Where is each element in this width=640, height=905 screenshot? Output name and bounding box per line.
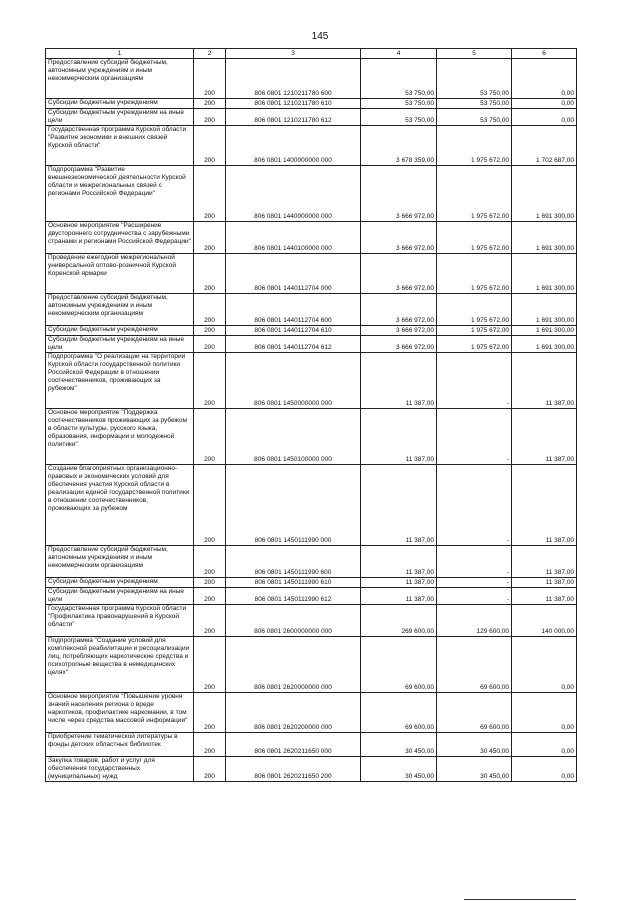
table-row <box>46 733 577 757</box>
row-code-cell: 806 0801 2620211650 000 <box>226 733 361 757</box>
row-code-cell: 806 0801 2620000000 000 <box>226 637 361 693</box>
row-amount-col5-cell: - <box>437 465 512 546</box>
header-col-3: 3 <box>226 49 361 59</box>
table-body <box>46 59 577 782</box>
row-amount-col6-cell: 0,00 <box>512 733 577 757</box>
row-amount-total-cell: 53 750,00 <box>361 109 437 126</box>
row-amount-total-cell: 69 600,00 <box>361 637 437 693</box>
row-amount-total-cell: 11 387,00 <box>361 409 437 465</box>
row-amount-col5-cell: 1 975 672,00 <box>437 294 512 326</box>
row-amount-col5-cell: - <box>437 353 512 409</box>
row-code-cell: 806 0801 1450111990 612 <box>226 588 361 605</box>
row-code-cell: 806 0801 1450111990 600 <box>226 546 361 578</box>
header-col-2: 2 <box>194 49 226 59</box>
row-amount-col5-cell: 1 975 672,00 <box>437 254 512 294</box>
row-amount-col5-cell: - <box>437 578 512 588</box>
row-name-cell: Субсидии бюджетным учреждениям <box>46 578 194 588</box>
row-amount-col6-cell: 0,00 <box>512 757 577 782</box>
header-col-5: 5 <box>437 49 512 59</box>
row-name-cell: Закупка товаров, работ и услуг для обеспечения государственных (муниципальных) нужд <box>46 757 194 782</box>
row-code-cell: 806 0801 1440000000 000 <box>226 166 361 222</box>
row-grp-cell: 200 <box>194 465 226 546</box>
row-amount-col6-cell: 0,00 <box>512 109 577 126</box>
row-code-cell: 806 0801 1450111990 610 <box>226 578 361 588</box>
row-grp-cell: 200 <box>194 693 226 733</box>
footer-rule <box>464 899 576 900</box>
row-amount-total-cell: 11 387,00 <box>361 353 437 409</box>
row-amount-col6-cell: 11 387,00 <box>512 409 577 465</box>
table-row <box>46 254 577 294</box>
table-row <box>46 588 577 605</box>
row-grp-cell: 200 <box>194 222 226 254</box>
row-amount-col5-cell: 1 975 672,00 <box>437 166 512 222</box>
row-name-cell: Проведение ежегодной межрегиональной универсальной оптово-розничной Курской Коренской ярмарки <box>46 254 194 294</box>
row-grp-cell: 200 <box>194 409 226 465</box>
row-grp-cell: 200 <box>194 294 226 326</box>
row-code-cell: 806 0801 1440112704 000 <box>226 254 361 294</box>
row-grp-cell: 200 <box>194 326 226 336</box>
table-row <box>46 109 577 126</box>
row-name-cell: Субсидии бюджетным учреждениям на иные цели <box>46 109 194 126</box>
row-amount-total-cell: 3 666 972,00 <box>361 326 437 336</box>
row-amount-col6-cell: 11 387,00 <box>512 578 577 588</box>
row-amount-total-cell: 53 750,00 <box>361 59 437 99</box>
row-amount-total-cell: 11 387,00 <box>361 546 437 578</box>
row-name-cell: Приобретение тематической литературы в фонды детских областных библиотек <box>46 733 194 757</box>
row-name-cell: Субсидии бюджетным учреждениям на иные цели <box>46 588 194 605</box>
row-grp-cell: 200 <box>194 546 226 578</box>
row-amount-col6-cell: 0,00 <box>512 693 577 733</box>
row-grp-cell: 200 <box>194 99 226 109</box>
row-amount-col6-cell: 1 691 300,00 <box>512 254 577 294</box>
row-amount-total-cell: 3 666 972,00 <box>361 166 437 222</box>
row-amount-col5-cell: - <box>437 409 512 465</box>
header-col-6: 6 <box>512 49 577 59</box>
header-col-1: 1 <box>46 49 194 59</box>
row-amount-col6-cell: 140 000,00 <box>512 605 577 637</box>
table-header-row <box>46 49 577 59</box>
row-amount-col5-cell: 1 975 672,00 <box>437 326 512 336</box>
table-row <box>46 222 577 254</box>
row-name-cell: Предоставление субсидий бюджетным, автономным учреждениям и иным некоммерческим организациям <box>46 294 194 326</box>
row-grp-cell: 200 <box>194 353 226 409</box>
row-code-cell: 806 0801 1440112704 610 <box>226 326 361 336</box>
row-grp-cell: 200 <box>194 109 226 126</box>
row-amount-total-cell: 11 387,00 <box>361 465 437 546</box>
row-amount-total-cell: 53 750,00 <box>361 99 437 109</box>
table-row <box>46 578 577 588</box>
table-row <box>46 409 577 465</box>
row-grp-cell: 200 <box>194 605 226 637</box>
row-code-cell: 806 0801 1210211780 612 <box>226 109 361 126</box>
row-amount-total-cell: 3 666 972,00 <box>361 222 437 254</box>
row-amount-col5-cell: - <box>437 588 512 605</box>
row-grp-cell: 200 <box>194 578 226 588</box>
row-amount-col6-cell: 11 387,00 <box>512 353 577 409</box>
table-row <box>46 336 577 353</box>
row-amount-total-cell: 69 600,00 <box>361 693 437 733</box>
row-amount-total-cell: 11 387,00 <box>361 578 437 588</box>
row-name-cell: Субсидии бюджетным учреждениям <box>46 326 194 336</box>
table-row <box>46 294 577 326</box>
row-name-cell: Государственная программа Курской области "Развитие экономики и внешних связей Курской области" <box>46 126 194 166</box>
row-amount-col5-cell: 53 750,00 <box>437 59 512 99</box>
row-code-cell: 806 0801 2620200000 000 <box>226 693 361 733</box>
row-code-cell: 806 0801 1210211780 600 <box>226 59 361 99</box>
row-amount-col6-cell: 1 691 300,00 <box>512 166 577 222</box>
row-amount-total-cell: 3 666 972,00 <box>361 336 437 353</box>
table-row <box>46 465 577 546</box>
row-amount-total-cell: 30 450,00 <box>361 733 437 757</box>
row-code-cell: 806 0801 1440112704 600 <box>226 294 361 326</box>
row-grp-cell: 200 <box>194 59 226 99</box>
row-amount-total-cell: 3 666 972,00 <box>361 294 437 326</box>
row-grp-cell: 200 <box>194 336 226 353</box>
row-amount-total-cell: 3 678 359,00 <box>361 126 437 166</box>
row-code-cell: 806 0801 1450100000 000 <box>226 409 361 465</box>
table-row <box>46 126 577 166</box>
row-code-cell: 806 0801 1450111990 000 <box>226 465 361 546</box>
row-grp-cell: 200 <box>194 254 226 294</box>
row-code-cell: 806 0801 1210211780 610 <box>226 99 361 109</box>
row-amount-total-cell: 3 666 972,00 <box>361 254 437 294</box>
row-amount-col5-cell: 1 975 672,00 <box>437 222 512 254</box>
header-col-4: 4 <box>361 49 437 59</box>
row-amount-col6-cell: 1 691 300,00 <box>512 336 577 353</box>
row-amount-col6-cell: 0,00 <box>512 59 577 99</box>
row-name-cell: Основное мероприятие "Повышение уровня знаний населения региона о вреде наркотиков, профилактике наркомании, в том числе через средства массовой информации" <box>46 693 194 733</box>
table-row <box>46 353 577 409</box>
row-amount-col6-cell: 11 387,00 <box>512 546 577 578</box>
row-code-cell: 806 0801 1400000000 000 <box>226 126 361 166</box>
row-amount-col5-cell: 1 975 672,00 <box>437 336 512 353</box>
row-amount-col5-cell: 30 450,00 <box>437 757 512 782</box>
row-grp-cell: 200 <box>194 588 226 605</box>
row-name-cell: Предоставление субсидий бюджетным, автономным учреждениям и иным некоммерческим организациям <box>46 59 194 99</box>
row-name-cell: Создание благоприятных организационно-правовых и экономических условий для обеспечения участия Курской области в реализации единой государственной политики в отношении соотечественников, проживающих за рубежом <box>46 465 194 546</box>
table-row <box>46 59 577 99</box>
row-name-cell: Государственная программа Курской области "Профилактика правонарушений в Курской области" <box>46 605 194 637</box>
row-amount-col5-cell: 69 600,00 <box>437 693 512 733</box>
row-code-cell: 806 0801 2620211650 200 <box>226 757 361 782</box>
table-row <box>46 605 577 637</box>
row-amount-col5-cell: 1 975 672,00 <box>437 126 512 166</box>
row-grp-cell: 200 <box>194 126 226 166</box>
row-amount-col6-cell: 11 387,00 <box>512 465 577 546</box>
row-amount-col5-cell: 129 600,00 <box>437 605 512 637</box>
row-amount-col6-cell: 1 691 300,00 <box>512 326 577 336</box>
row-code-cell: 806 0801 1440100000 000 <box>226 222 361 254</box>
row-amount-col5-cell: 53 750,00 <box>437 109 512 126</box>
budget-table <box>45 48 577 782</box>
row-name-cell: Субсидии бюджетным учреждениям на иные цели <box>46 336 194 353</box>
row-name-cell: Основное мероприятие "Поддержка соотечественников проживающих за рубежом в области культуры, русского языка, образования, информации и молодежной политики" <box>46 409 194 465</box>
row-name-cell: Подпрограмма "О реализации на территории Курской области государственной политики Российской Федерации в отношении соотечественников, проживающих за рубежом" <box>46 353 194 409</box>
row-name-cell: Основное мероприятие "Расширение двустороннего сотрудничества с зарубежными странами и регионами Российской Федерации" <box>46 222 194 254</box>
page-number: 145 <box>311 31 329 42</box>
row-amount-col6-cell: 0,00 <box>512 99 577 109</box>
row-amount-col6-cell: 1 691 300,00 <box>512 222 577 254</box>
row-code-cell: 806 0801 1440112704 612 <box>226 336 361 353</box>
row-amount-total-cell: 269 600,00 <box>361 605 437 637</box>
table-row <box>46 637 577 693</box>
row-grp-cell: 200 <box>194 166 226 222</box>
table-row <box>46 166 577 222</box>
row-name-cell: Предоставление субсидий бюджетным, автономным учреждениям и иным некоммерческим организациям <box>46 546 194 578</box>
row-amount-col6-cell: 1 702 687,00 <box>512 126 577 166</box>
row-name-cell: Подпрограмма "Развитие внешнеэкономической деятельности Курской области и межрегиональных связей с регионами Российской Федерации" <box>46 166 194 222</box>
row-grp-cell: 200 <box>194 637 226 693</box>
table-row <box>46 757 577 782</box>
row-code-cell: 806 0801 2600000000 000 <box>226 605 361 637</box>
row-amount-total-cell: 11 387,00 <box>361 588 437 605</box>
row-amount-col5-cell: 69 600,00 <box>437 637 512 693</box>
row-amount-total-cell: 30 450,00 <box>361 757 437 782</box>
row-grp-cell: 200 <box>194 733 226 757</box>
row-code-cell: 806 0801 1450000000 000 <box>226 353 361 409</box>
row-amount-col5-cell: 30 450,00 <box>437 733 512 757</box>
table-row <box>46 326 577 336</box>
row-amount-col5-cell: - <box>437 546 512 578</box>
row-grp-cell: 200 <box>194 757 226 782</box>
table-row <box>46 99 577 109</box>
table-row <box>46 693 577 733</box>
row-amount-col5-cell: 53 750,00 <box>437 99 512 109</box>
row-amount-col6-cell: 1 691 300,00 <box>512 294 577 326</box>
row-amount-col6-cell: 11 387,00 <box>512 588 577 605</box>
row-name-cell: Субсидии бюджетным учреждениям <box>46 99 194 109</box>
table-row <box>46 546 577 578</box>
row-amount-col6-cell: 0,00 <box>512 637 577 693</box>
row-name-cell: Подпрограмма "Создание условий для комплексной реабилитации и ресоциализации лиц, потребляющих наркотические средства и психотропные вещества в немедицинских целях" <box>46 637 194 693</box>
